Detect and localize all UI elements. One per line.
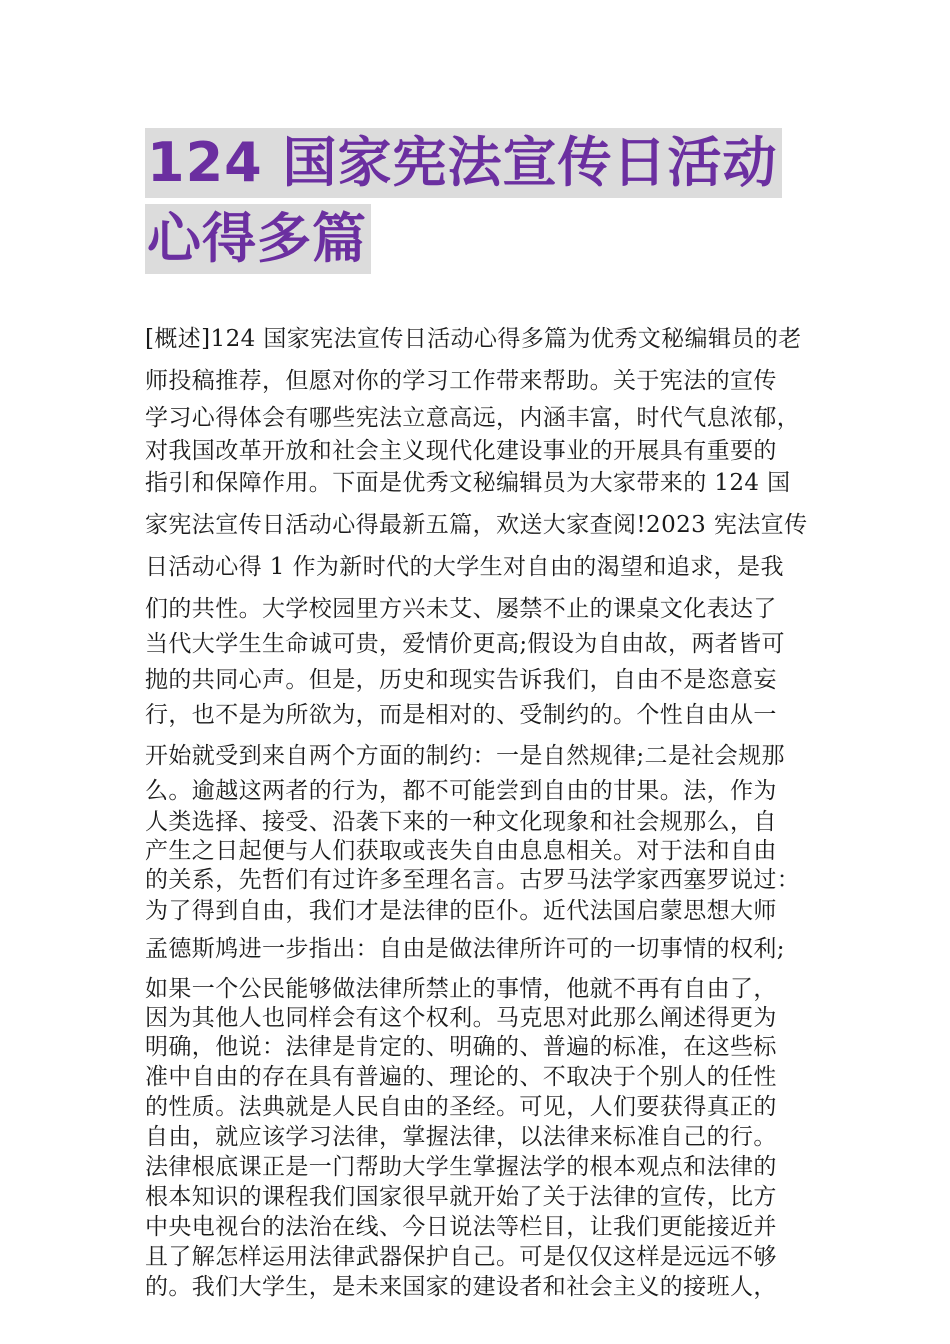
body-line: 指引和保障作用。下面是优秀文秘编辑员为大家带来的 124 国: [145, 470, 791, 496]
body-line: 为了得到自由，我们才是法律的臣仆。近代法国启蒙思想大师: [145, 898, 777, 924]
title-line: 124 国家宪法宣传日活动: [145, 128, 782, 198]
body-line: 的。我们大学生，是未来国家的建设者和社会主义的接班人，: [145, 1274, 777, 1300]
body-line: 的关系，先哲们有过许多至理名言。古罗马法学家西塞罗说过：: [145, 867, 801, 893]
body-line: 人类选择、接受、沿袭下来的一种文化现象和社会规那么，自: [145, 809, 777, 835]
body-line: 当代大学生生命诚可贵，爱情价更高;假设为自由故，两者皆可: [145, 631, 785, 657]
body-line: 家宪法宣传日活动心得最新五篇，欢送大家查阅!2023 宪法宣传: [145, 512, 808, 538]
body-line: 师投稿推荐，但愿对你的学习工作带来帮助。关于宪法的宣传: [145, 368, 777, 394]
body-line: 们的共性。大学校园里方兴未艾、屡禁不止的课桌文化表达了: [145, 596, 777, 622]
document-title: [145, 128, 825, 280]
body-line: 么。逾越这两者的行为，都不可能尝到自由的甘果。法，作为: [145, 778, 777, 804]
body-line: 产生之日起便与人们获取或丧失自由息息相关。对于法和自由: [145, 838, 777, 864]
body-line: 法律根底课正是一门帮助大学生掌握法学的根本观点和法律的: [145, 1154, 777, 1180]
body-line: 行，也不是为所欲为，而是相对的、受制约的。个性自由从一: [145, 702, 777, 728]
body-line: 准中自由的存在具有普遍的、理论的、不取决于个别人的任性: [145, 1064, 777, 1090]
body-line: 日活动心得 1 作为新时代的大学生对自由的渴望和追求，是我: [145, 554, 784, 580]
body-line: 因为其他人也同样会有这个权利。马克思对此那么阐述得更为: [145, 1005, 777, 1031]
body-line: 明确，他说：法律是肯定的、明确的、普遍的标准，在这些标: [145, 1034, 777, 1060]
body-line: 抛的共同心声。但是，历史和现实告诉我们，自由不是恣意妄: [145, 667, 777, 693]
body-line: 开始就受到来自两个方面的制约：一是自然规律;二是社会规那: [145, 743, 785, 769]
body-line: 自由，就应该学习法律，掌握法律，以法律来标准自己的行。: [145, 1124, 777, 1150]
body-line: 中央电视台的法治在线、今日说法等栏目，让我们更能接近并: [145, 1214, 777, 1240]
body-line: 且了解怎样运用法律武器保护自己。可是仅仅这样是远远不够: [145, 1244, 777, 1270]
body-line: 孟德斯鸠进一步指出：自由是做法律所许可的一切事情的权利;: [145, 936, 785, 962]
body-line: 学习心得体会有哪些宪法立意高远，内涵丰富，时代气息浓郁，: [145, 405, 801, 431]
body-line: 如果一个公民能够做法律所禁止的事情，他就不再有自由了，: [145, 976, 777, 1002]
title-line: 心得多篇: [145, 204, 371, 274]
body-line: 根本知识的课程我们国家很早就开始了关于法律的宣传，比方: [145, 1184, 777, 1210]
body-line: 的性质。法典就是人民自由的圣经。可见，人们要获得真正的: [145, 1094, 777, 1120]
body-line: [概述]124 国家宪法宣传日活动心得多篇为优秀文秘编辑员的老: [145, 326, 802, 352]
body-line: 对我国改革开放和社会主义现代化建设事业的开展具有重要的: [145, 438, 777, 464]
